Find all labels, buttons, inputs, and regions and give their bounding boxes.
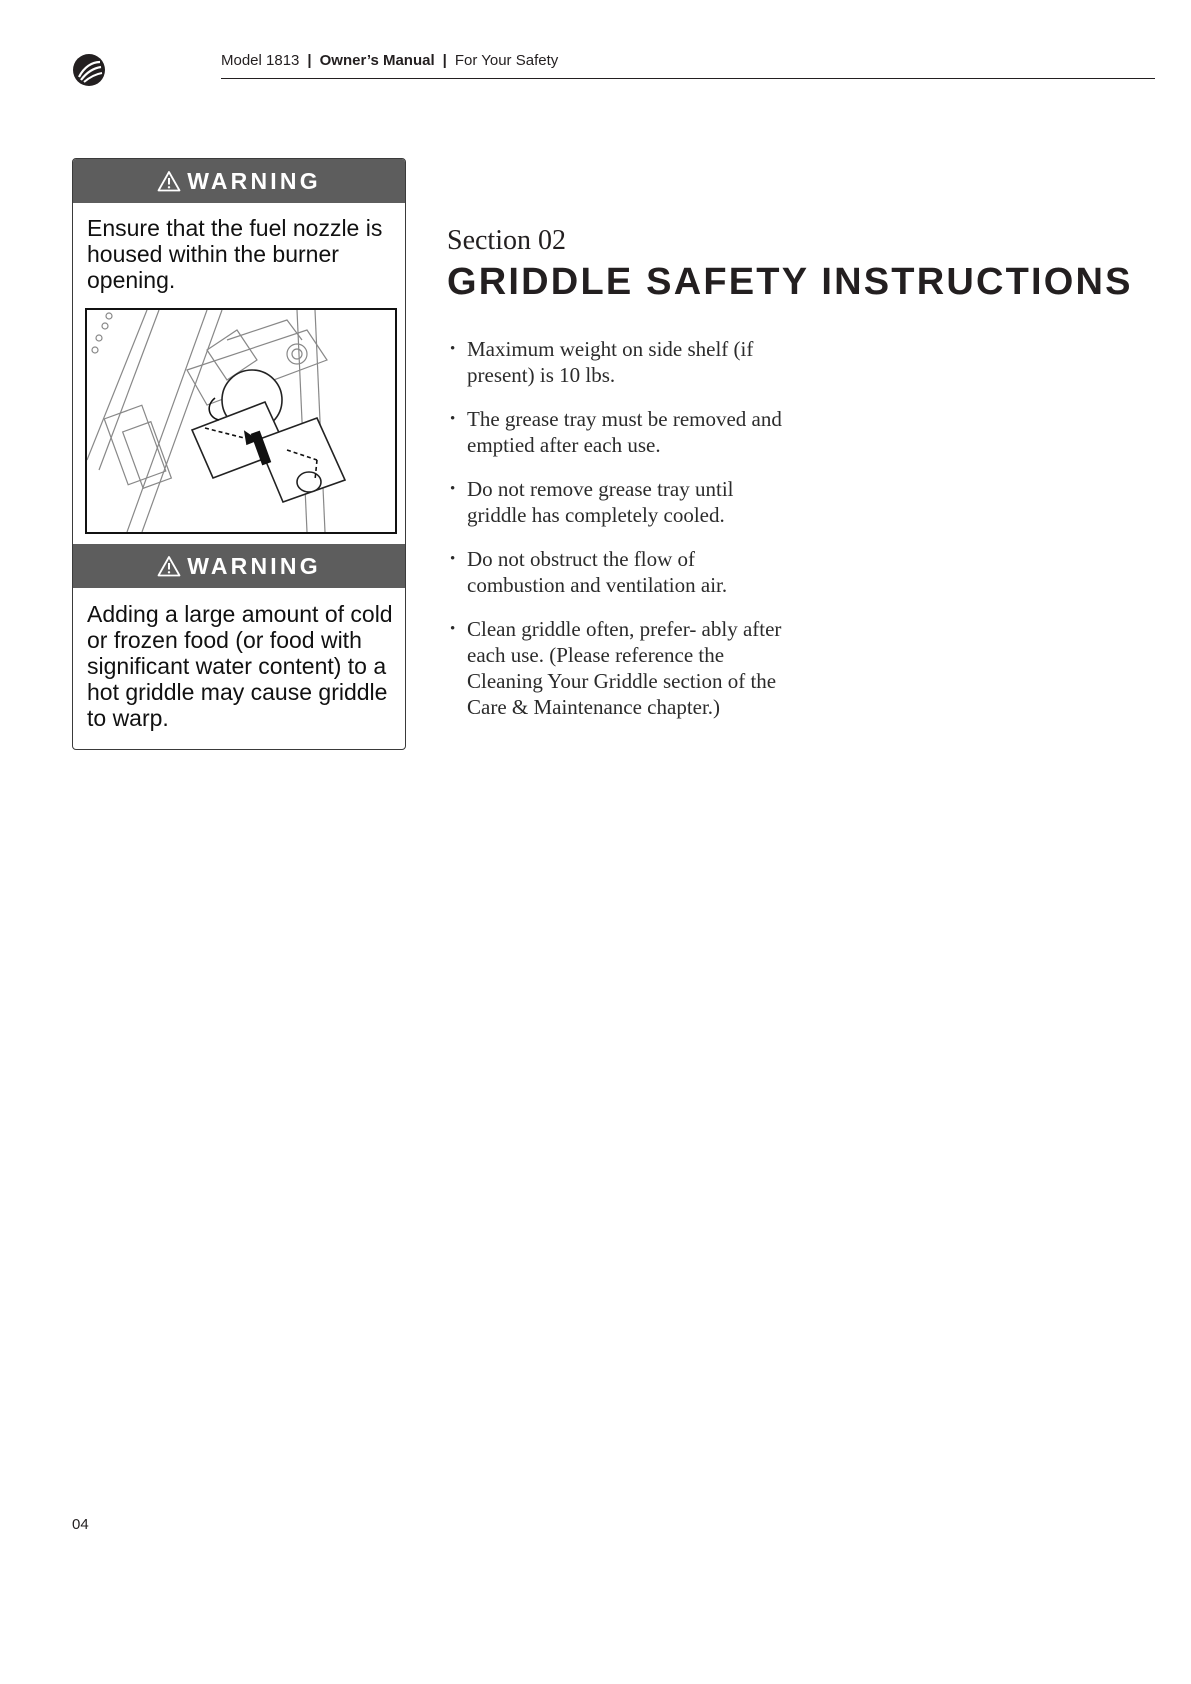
safety-instruction-list (447, 336, 787, 738)
warning-triangle-icon (157, 170, 181, 192)
brand-logo-icon (72, 53, 106, 87)
header-section: For Your Safety (454, 52, 559, 69)
header-separator: | (307, 52, 312, 69)
header-manual: Owner’s Manual (319, 52, 435, 69)
page-header (221, 52, 1155, 79)
list-item: • Do not obstruct the flow of combustion and ventilation air. (447, 546, 787, 598)
warning-text-1: Ensure that the fuel nozzle is housed within the burner opening. (87, 215, 383, 293)
fuel-nozzle-illustration (85, 308, 397, 534)
header-model: Model 1813 (221, 52, 300, 69)
list-item: • Maximum weight on side shelf (if present) is 10 lbs. (447, 336, 787, 388)
page-number: 04 (72, 1516, 89, 1533)
warning-panel (72, 158, 406, 750)
warning-label-1: WARNING (187, 167, 321, 194)
section-label: Section 02 (447, 225, 566, 256)
list-item: • Clean griddle often, prefer- ably after each use. (Please reference the Cleaning Your Griddle section of the Care & Maintenance chapter.) (447, 616, 787, 720)
section-title: GRIDDLE SAFETY INSTRUCTIONS (447, 261, 1133, 303)
warning-triangle-icon (157, 555, 181, 577)
header-separator: | (442, 52, 447, 69)
warning-header-2 (73, 544, 405, 588)
warning-label-2: WARNING (187, 552, 321, 579)
list-item: • The grease tray must be removed and emptied after each use. (447, 406, 787, 458)
list-item: • Do not remove grease tray until griddle has completely cooled. (447, 476, 787, 528)
warning-text-2: Adding a large amount of cold or frozen food (or food with significant water content) to a hot griddle may cause griddle to warp. (87, 601, 393, 731)
warning-header-1 (73, 159, 405, 203)
